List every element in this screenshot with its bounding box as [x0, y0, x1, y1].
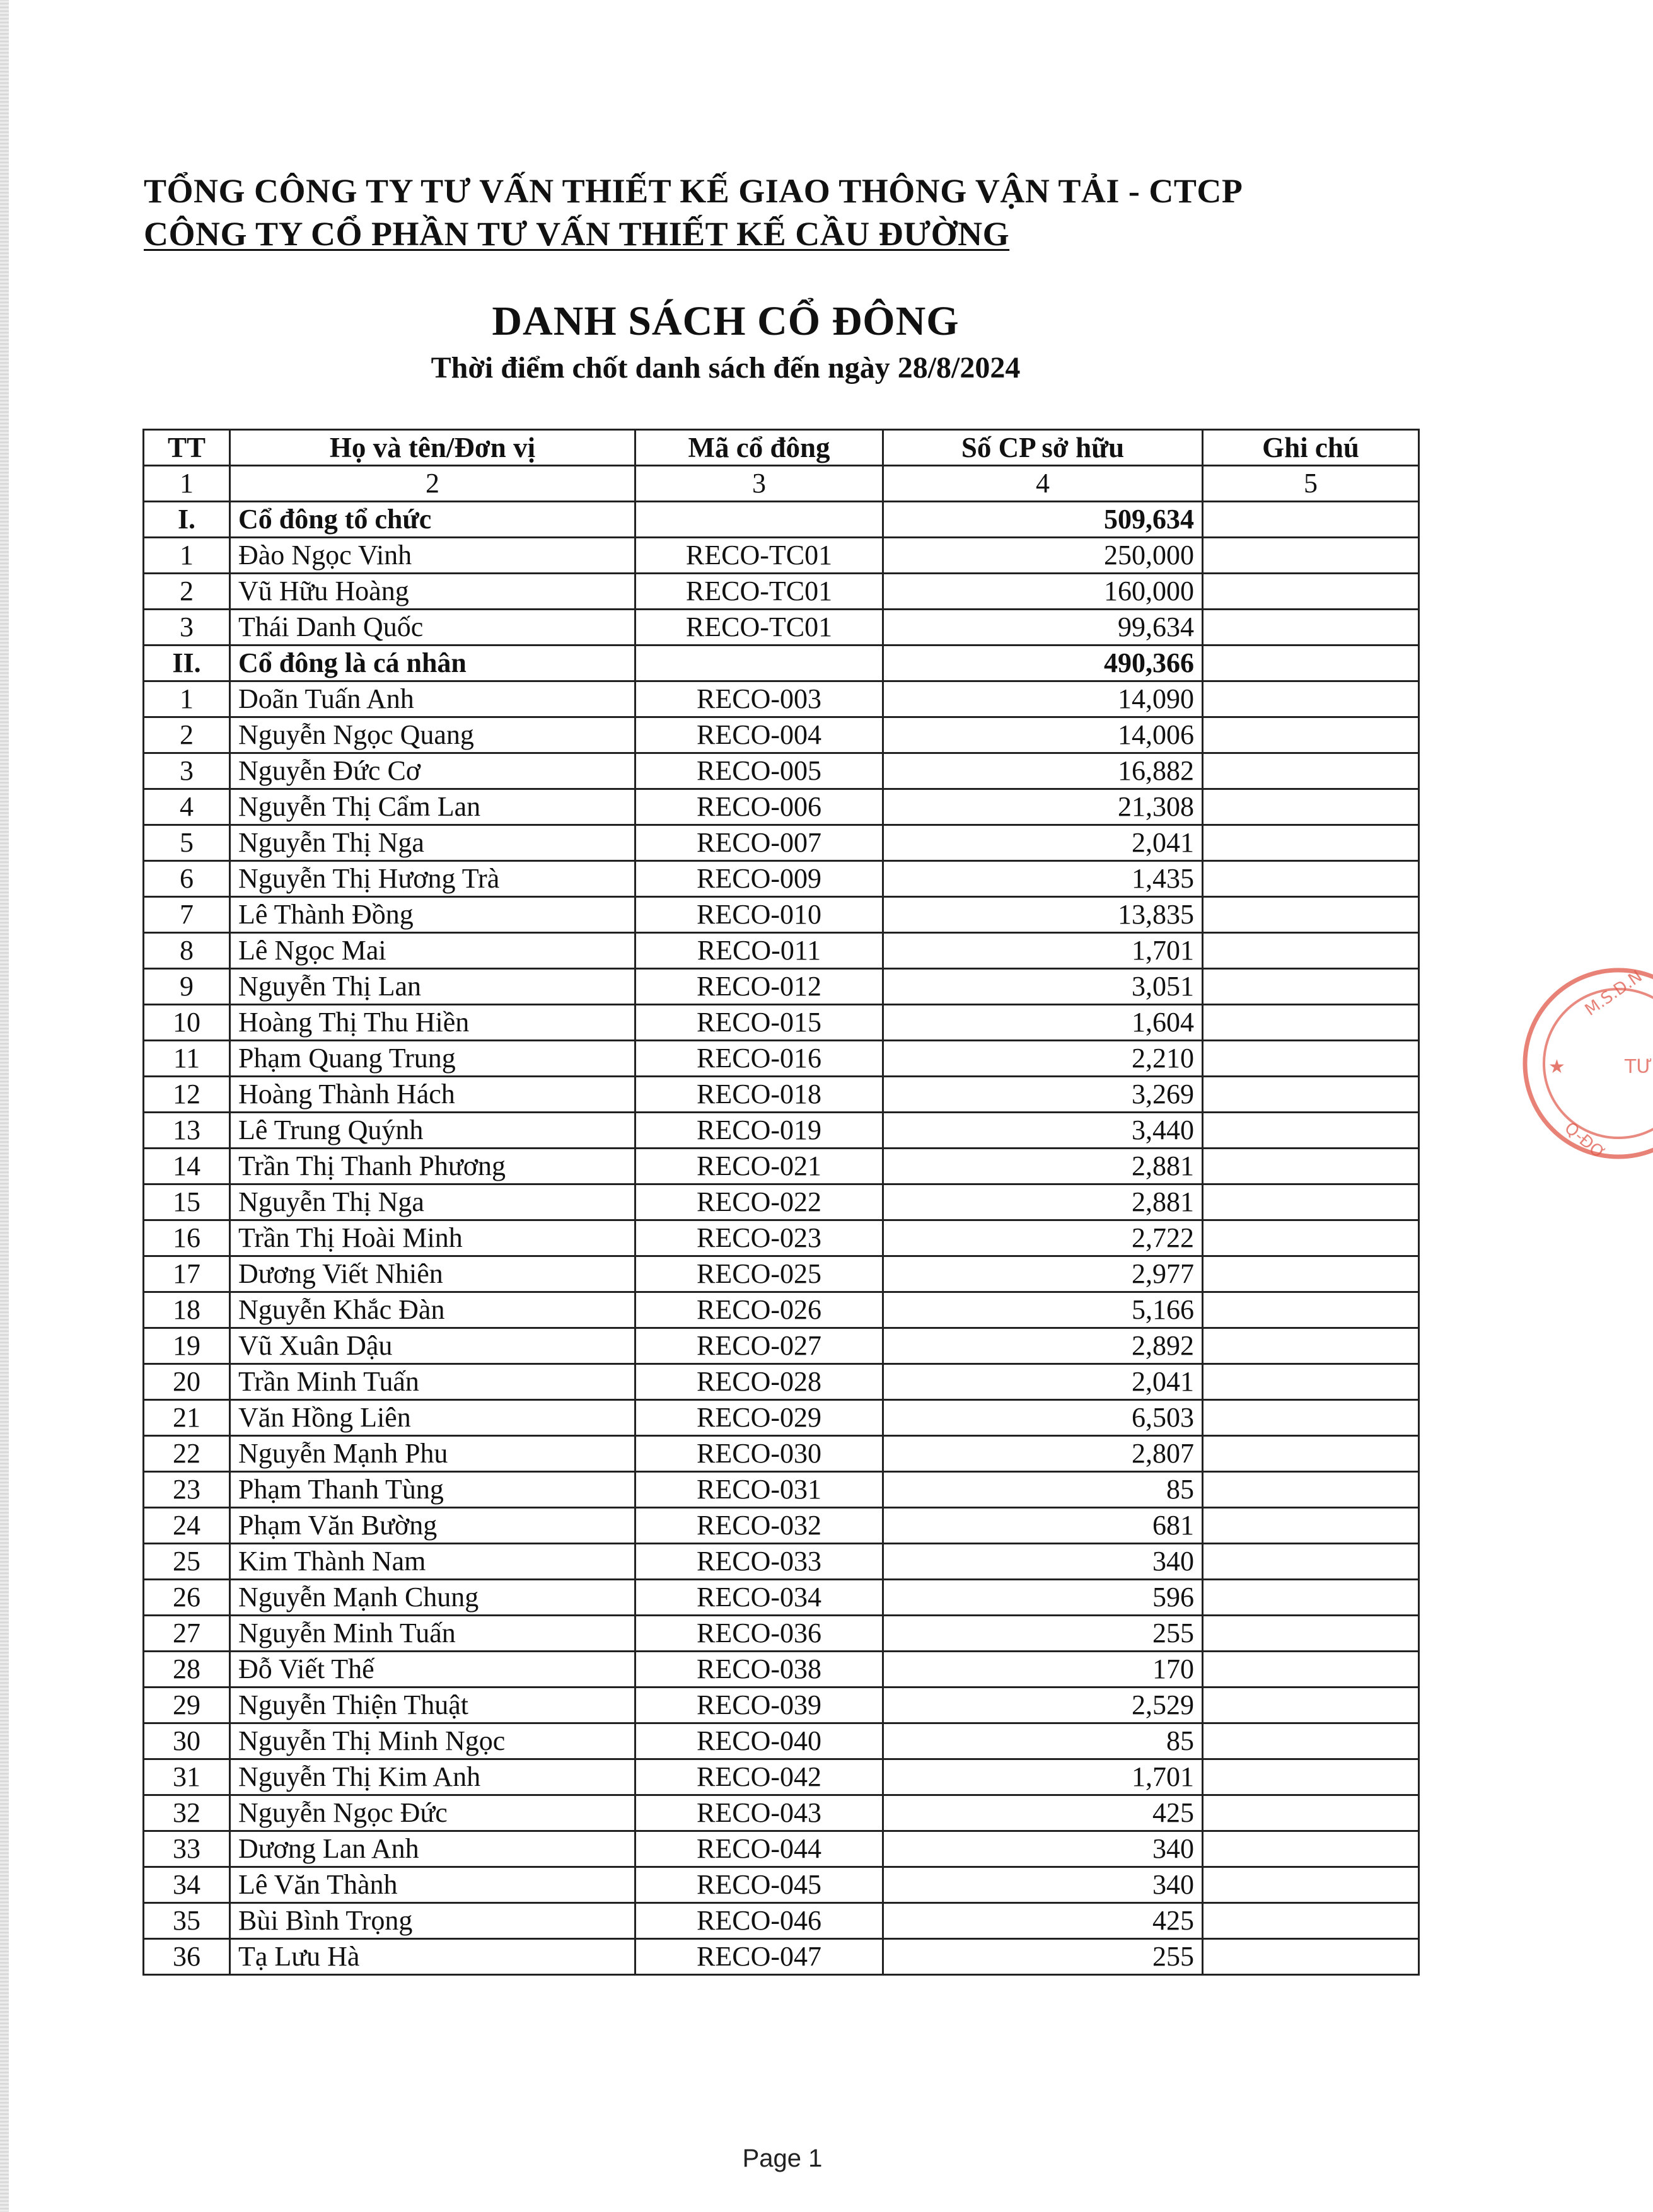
column-number: 3 — [635, 466, 883, 502]
row-note — [1203, 681, 1419, 717]
column-number-row — [144, 466, 1419, 502]
shareholder-name: Đỗ Viết Thế — [230, 1652, 635, 1688]
shareholder-name: Dương Lan Anh — [230, 1831, 635, 1867]
svg-text:TƯ: TƯ — [1625, 1056, 1653, 1078]
shareholder-code: RECO-027 — [635, 1328, 883, 1364]
shareholder-code: RECO-011 — [635, 933, 883, 969]
row-index: 8 — [144, 933, 230, 969]
table-row — [144, 610, 1419, 646]
row-note — [1203, 1077, 1419, 1113]
shareholder-name: Trần Minh Tuấn — [230, 1364, 635, 1400]
section-note-empty — [1203, 646, 1419, 681]
row-index: 31 — [144, 1759, 230, 1795]
row-index: 1 — [144, 538, 230, 574]
table-row — [144, 1472, 1419, 1508]
document-subtitle: Thời điểm chốt danh sách đến ngày 28/8/2024 — [431, 351, 1021, 385]
shareholder-name: Nguyễn Mạnh Chung — [230, 1580, 635, 1616]
row-index: 1 — [144, 681, 230, 717]
table-row — [144, 1831, 1419, 1867]
row-note — [1203, 1005, 1419, 1041]
column-header-name: Họ và tên/Đơn vị — [230, 430, 635, 466]
shares-owned: 3,269 — [883, 1077, 1203, 1113]
shareholder-code: RECO-042 — [635, 1759, 883, 1795]
row-index: 6 — [144, 861, 230, 897]
shareholder-code: RECO-TC01 — [635, 574, 883, 610]
shareholder-name: Nguyễn Thị Minh Ngọc — [230, 1723, 635, 1759]
table-row — [144, 1903, 1419, 1939]
shareholder-code: RECO-016 — [635, 1041, 883, 1077]
section-row — [144, 646, 1419, 681]
row-index: 13 — [144, 1113, 230, 1149]
row-index: 26 — [144, 1580, 230, 1616]
shares-owned: 340 — [883, 1831, 1203, 1867]
row-note — [1203, 1903, 1419, 1939]
shares-owned: 1,435 — [883, 861, 1203, 897]
company-name: CÔNG TY CỔ PHẦN TƯ VẤN THIẾT KẾ CẦU ĐƯỜNG — [144, 215, 1010, 253]
row-index: 17 — [144, 1256, 230, 1292]
table-row — [144, 1867, 1419, 1903]
section-code-empty — [635, 646, 883, 681]
shares-owned: 340 — [883, 1544, 1203, 1580]
section-label: Cổ đông tổ chức — [230, 502, 635, 538]
row-index: 28 — [144, 1652, 230, 1688]
shareholder-code: RECO-019 — [635, 1113, 883, 1149]
shareholder-code: RECO-031 — [635, 1472, 883, 1508]
column-number: 1 — [144, 466, 230, 502]
shareholder-name: Tạ Lưu Hà — [230, 1939, 635, 1975]
shareholder-name: Phạm Thanh Tùng — [230, 1472, 635, 1508]
shareholder-name: Vũ Hữu Hoàng — [230, 574, 635, 610]
shares-owned: 13,835 — [883, 897, 1203, 933]
shares-owned: 99,634 — [883, 610, 1203, 646]
shareholder-code: RECO-047 — [635, 1939, 883, 1975]
shares-owned: 2,529 — [883, 1688, 1203, 1723]
row-note — [1203, 1867, 1419, 1903]
shareholder-name: Doãn Tuấn Anh — [230, 681, 635, 717]
row-note — [1203, 1292, 1419, 1328]
table-row — [144, 1795, 1419, 1831]
shares-owned: 596 — [883, 1580, 1203, 1616]
column-number: 5 — [1203, 466, 1419, 502]
row-index: 36 — [144, 1939, 230, 1975]
shareholder-code: RECO-045 — [635, 1867, 883, 1903]
shares-owned: 2,881 — [883, 1149, 1203, 1184]
shareholder-code: RECO-018 — [635, 1077, 883, 1113]
row-index: 25 — [144, 1544, 230, 1580]
column-header-note: Ghi chú — [1203, 430, 1419, 466]
table-row — [144, 1436, 1419, 1472]
row-note — [1203, 1652, 1419, 1688]
table-row — [144, 1220, 1419, 1256]
table-row — [144, 1077, 1419, 1113]
row-note — [1203, 1472, 1419, 1508]
table-row — [144, 825, 1419, 861]
table-row — [144, 1041, 1419, 1077]
shareholder-code: RECO-033 — [635, 1544, 883, 1580]
table-row — [144, 1723, 1419, 1759]
row-note — [1203, 1544, 1419, 1580]
section-number: II. — [144, 646, 230, 681]
row-note — [1203, 1759, 1419, 1795]
row-note — [1203, 1256, 1419, 1292]
table-row — [144, 1939, 1419, 1975]
section-note-empty — [1203, 502, 1419, 538]
shareholder-code: RECO-005 — [635, 753, 883, 789]
row-index: 3 — [144, 610, 230, 646]
row-note — [1203, 1580, 1419, 1616]
table-row — [144, 1759, 1419, 1795]
section-total-shares: 490,366 — [883, 646, 1203, 681]
row-index: 3 — [144, 753, 230, 789]
shareholder-name: Vũ Xuân Dậu — [230, 1328, 635, 1364]
shareholder-name: Thái Danh Quốc — [230, 610, 635, 646]
shareholder-code: RECO-029 — [635, 1400, 883, 1436]
row-note — [1203, 1364, 1419, 1400]
shares-owned: 681 — [883, 1508, 1203, 1544]
table-row — [144, 861, 1419, 897]
shares-owned: 1,701 — [883, 933, 1203, 969]
page-number: Page 1 — [742, 2145, 823, 2172]
shares-owned: 85 — [883, 1472, 1203, 1508]
row-note — [1203, 1508, 1419, 1544]
row-note — [1203, 1939, 1419, 1975]
shareholder-name: Bùi Bình Trọng — [230, 1903, 635, 1939]
shares-owned: 2,210 — [883, 1041, 1203, 1077]
table-row — [144, 1652, 1419, 1688]
row-note — [1203, 610, 1419, 646]
table-row — [144, 1688, 1419, 1723]
svg-text:Q-ĐƠ: Q-ĐƠ — [1560, 1118, 1609, 1164]
shares-owned: 2,881 — [883, 1184, 1203, 1220]
shareholder-code: RECO-010 — [635, 897, 883, 933]
table-row — [144, 1580, 1419, 1616]
table-row — [144, 574, 1419, 610]
shares-owned: 2,977 — [883, 1256, 1203, 1292]
shares-owned: 170 — [883, 1652, 1203, 1688]
svg-text:★: ★ — [1548, 1056, 1565, 1078]
shareholder-name: Nguyễn Thị Lan — [230, 969, 635, 1005]
row-note — [1203, 1688, 1419, 1723]
shareholder-code: RECO-007 — [635, 825, 883, 861]
shares-owned: 2,041 — [883, 1364, 1203, 1400]
shares-owned: 425 — [883, 1795, 1203, 1831]
shareholder-code: RECO-046 — [635, 1903, 883, 1939]
shareholder-code: RECO-026 — [635, 1292, 883, 1328]
shareholder-name: Hoàng Thị Thu Hiền — [230, 1005, 635, 1041]
row-index: 4 — [144, 789, 230, 825]
row-note — [1203, 1723, 1419, 1759]
shareholder-code: RECO-040 — [635, 1723, 883, 1759]
row-index: 23 — [144, 1472, 230, 1508]
table-row — [144, 538, 1419, 574]
column-number: 4 — [883, 466, 1203, 502]
row-note — [1203, 861, 1419, 897]
row-note — [1203, 574, 1419, 610]
shareholder-name: Nguyễn Thị Hương Trà — [230, 861, 635, 897]
table-row — [144, 1256, 1419, 1292]
shareholder-code: RECO-036 — [635, 1616, 883, 1652]
shareholder-code: RECO-012 — [635, 969, 883, 1005]
shareholder-code: RECO-034 — [635, 1580, 883, 1616]
shareholder-name: Trần Thị Hoài Minh — [230, 1220, 635, 1256]
row-index: 7 — [144, 897, 230, 933]
shares-owned: 3,440 — [883, 1113, 1203, 1149]
shareholder-code: RECO-015 — [635, 1005, 883, 1041]
row-index: 11 — [144, 1041, 230, 1077]
shares-owned: 5,166 — [883, 1292, 1203, 1328]
table-row — [144, 681, 1419, 717]
shareholder-name: Phạm Văn Bường — [230, 1508, 635, 1544]
row-note — [1203, 789, 1419, 825]
row-note — [1203, 1616, 1419, 1652]
shares-owned: 340 — [883, 1867, 1203, 1903]
row-note — [1203, 753, 1419, 789]
shareholder-name: Nguyễn Minh Tuấn — [230, 1616, 635, 1652]
parent-organization-name: TỔNG CÔNG TY TƯ VẤN THIẾT KẾ GIAO THÔNG VẬN TẢI - CTCP — [144, 172, 1243, 210]
shares-owned: 425 — [883, 1903, 1203, 1939]
shareholder-name: Lê Văn Thành — [230, 1867, 635, 1903]
table-body — [144, 502, 1419, 1975]
shareholder-code: RECO-004 — [635, 717, 883, 753]
row-index: 29 — [144, 1688, 230, 1723]
shares-owned: 2,807 — [883, 1436, 1203, 1472]
shares-owned: 250,000 — [883, 538, 1203, 574]
document-title: DANH SÁCH CỔ ĐÔNG — [492, 298, 960, 344]
table-row — [144, 1400, 1419, 1436]
row-index: 10 — [144, 1005, 230, 1041]
table-row — [144, 1616, 1419, 1652]
row-note — [1203, 933, 1419, 969]
shareholder-name: Hoàng Thành Hách — [230, 1077, 635, 1113]
shares-owned: 21,308 — [883, 789, 1203, 825]
row-index: 5 — [144, 825, 230, 861]
row-index: 27 — [144, 1616, 230, 1652]
shareholder-name: Lê Trung Quýnh — [230, 1113, 635, 1149]
column-header-tt: TT — [144, 430, 230, 466]
row-note — [1203, 1220, 1419, 1256]
shareholder-code: RECO-006 — [635, 789, 883, 825]
table-row — [144, 1364, 1419, 1400]
row-index: 35 — [144, 1903, 230, 1939]
section-label: Cổ đông là cá nhân — [230, 646, 635, 681]
row-note — [1203, 1041, 1419, 1077]
table-header-row — [144, 430, 1419, 466]
shareholder-name: Đào Ngọc Vinh — [230, 538, 635, 574]
table-row — [144, 1184, 1419, 1220]
row-index: 22 — [144, 1436, 230, 1472]
shareholder-name: Nguyễn Mạnh Phu — [230, 1436, 635, 1472]
row-index: 2 — [144, 717, 230, 753]
table-row — [144, 969, 1419, 1005]
shares-owned: 255 — [883, 1616, 1203, 1652]
column-header-code: Mã cổ đông — [635, 430, 883, 466]
row-index: 14 — [144, 1149, 230, 1184]
row-index: 30 — [144, 1723, 230, 1759]
row-index: 20 — [144, 1364, 230, 1400]
row-index: 2 — [144, 574, 230, 610]
column-number: 2 — [230, 466, 635, 502]
shares-owned: 2,041 — [883, 825, 1203, 861]
table-row — [144, 1544, 1419, 1580]
shareholder-code: RECO-009 — [635, 861, 883, 897]
shareholder-code: RECO-039 — [635, 1688, 883, 1723]
row-note — [1203, 1795, 1419, 1831]
row-note — [1203, 1149, 1419, 1184]
table-row — [144, 1292, 1419, 1328]
shareholder-code: RECO-025 — [635, 1256, 883, 1292]
shareholder-name: Nguyễn Thị Kim Anh — [230, 1759, 635, 1795]
shareholder-name: Văn Hồng Liên — [230, 1400, 635, 1436]
table-row — [144, 753, 1419, 789]
section-row — [144, 502, 1419, 538]
table-row — [144, 1005, 1419, 1041]
shares-owned: 1,604 — [883, 1005, 1203, 1041]
shareholder-name: Dương Viết Nhiên — [230, 1256, 635, 1292]
row-index: 9 — [144, 969, 230, 1005]
shareholder-code: RECO-TC01 — [635, 538, 883, 574]
shareholder-name: Nguyễn Thị Cẩm Lan — [230, 789, 635, 825]
row-note — [1203, 1113, 1419, 1149]
shareholder-name: Nguyễn Ngọc Quang — [230, 717, 635, 753]
shareholder-name: Nguyễn Thị Nga — [230, 1184, 635, 1220]
shares-owned: 3,051 — [883, 969, 1203, 1005]
shareholder-name: Lê Ngọc Mai — [230, 933, 635, 969]
shareholder-code: RECO-022 — [635, 1184, 883, 1220]
shareholder-code: RECO-044 — [635, 1831, 883, 1867]
table-row — [144, 789, 1419, 825]
table-row — [144, 933, 1419, 969]
section-code-empty — [635, 502, 883, 538]
shareholder-code: RECO-003 — [635, 681, 883, 717]
svg-text:M.S.D.N: M.S.D.N — [1581, 966, 1646, 1020]
row-note — [1203, 538, 1419, 574]
row-index: 33 — [144, 1831, 230, 1867]
section-number: I. — [144, 502, 230, 538]
shares-owned: 255 — [883, 1939, 1203, 1975]
row-note — [1203, 1831, 1419, 1867]
row-note — [1203, 1184, 1419, 1220]
company-seal-stamp — [1495, 941, 1653, 1186]
row-index: 18 — [144, 1292, 230, 1328]
table-row — [144, 1328, 1419, 1364]
shareholder-code: RECO-028 — [635, 1364, 883, 1400]
row-note — [1203, 969, 1419, 1005]
row-index: 16 — [144, 1220, 230, 1256]
row-note — [1203, 1400, 1419, 1436]
shareholder-name: Trần Thị Thanh Phương — [230, 1149, 635, 1184]
row-index: 12 — [144, 1077, 230, 1113]
table-row — [144, 897, 1419, 933]
row-note — [1203, 717, 1419, 753]
shareholder-name: Nguyễn Thiện Thuật — [230, 1688, 635, 1723]
row-note — [1203, 897, 1419, 933]
shareholder-name: Lê Thành Đồng — [230, 897, 635, 933]
row-index: 21 — [144, 1400, 230, 1436]
shareholder-code: RECO-030 — [635, 1436, 883, 1472]
row-note — [1203, 1436, 1419, 1472]
table-row — [144, 1149, 1419, 1184]
shareholder-code: RECO-043 — [635, 1795, 883, 1831]
table-row — [144, 1508, 1419, 1544]
shareholder-code: RECO-032 — [635, 1508, 883, 1544]
shareholder-name: Kim Thành Nam — [230, 1544, 635, 1580]
shares-owned: 1,701 — [883, 1759, 1203, 1795]
shares-owned: 6,503 — [883, 1400, 1203, 1436]
shares-owned: 14,090 — [883, 681, 1203, 717]
shareholder-code: RECO-TC01 — [635, 610, 883, 646]
shareholder-name: Nguyễn Đức Cơ — [230, 753, 635, 789]
shareholder-name: Phạm Quang Trung — [230, 1041, 635, 1077]
shareholder-table — [142, 429, 1420, 1976]
shareholder-name: Nguyễn Thị Nga — [230, 825, 635, 861]
shares-owned: 160,000 — [883, 574, 1203, 610]
row-note — [1203, 825, 1419, 861]
section-total-shares: 509,634 — [883, 502, 1203, 538]
row-index: 15 — [144, 1184, 230, 1220]
row-index: 32 — [144, 1795, 230, 1831]
seal-graphic — [1495, 941, 1653, 1186]
shareholder-name: Nguyễn Khắc Đàn — [230, 1292, 635, 1328]
table-row — [144, 1113, 1419, 1149]
shares-owned: 2,722 — [883, 1220, 1203, 1256]
shareholder-name: Nguyễn Ngọc Đức — [230, 1795, 635, 1831]
shares-owned: 16,882 — [883, 753, 1203, 789]
shareholder-code: RECO-023 — [635, 1220, 883, 1256]
shareholder-code: RECO-021 — [635, 1149, 883, 1184]
row-index: 34 — [144, 1867, 230, 1903]
row-index: 24 — [144, 1508, 230, 1544]
row-note — [1203, 1328, 1419, 1364]
column-header-shares: Số CP sở hữu — [883, 430, 1203, 466]
table-row — [144, 717, 1419, 753]
row-index: 19 — [144, 1328, 230, 1364]
shares-owned: 2,892 — [883, 1328, 1203, 1364]
shareholder-code: RECO-038 — [635, 1652, 883, 1688]
shares-owned: 14,006 — [883, 717, 1203, 753]
shares-owned: 85 — [883, 1723, 1203, 1759]
